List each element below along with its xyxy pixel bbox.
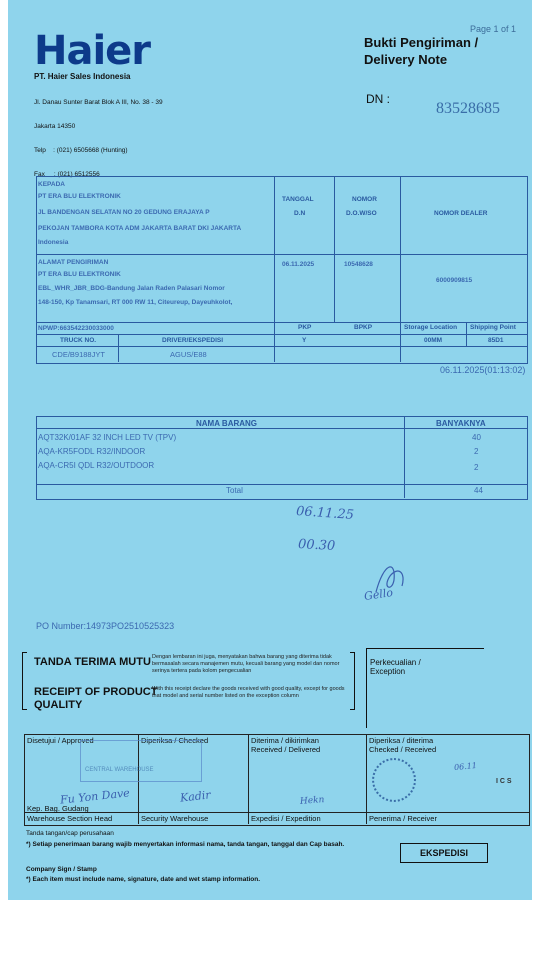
approved-signature: Fu Yon Dave (59, 786, 131, 807)
divider (36, 322, 527, 323)
tanggal-sub: D.N (294, 210, 306, 217)
tanda-terima-mutu: TANDA TERIMA MUTU (34, 656, 151, 668)
item-name: AQA-CR5I QDL R32/OUTDOOR (38, 461, 155, 470)
warehouse-stamp (80, 740, 202, 782)
truck-value: CDE/B9188JYT (52, 350, 105, 359)
divider (36, 254, 527, 255)
divider (274, 322, 275, 362)
delivered-role: Expedisi / Expedition (251, 814, 321, 823)
kepada-label: KEPADA (38, 181, 65, 188)
item-qty: 2 (474, 463, 479, 472)
print-timestamp: 06.11.2025(01:13:02) (440, 365, 526, 375)
approved-title: Kep. Bag. Gudang (27, 804, 89, 813)
address-line: Jakarta 14350 (34, 123, 76, 130)
receipt-title-line: RECEIPT OF PRODUCT (34, 686, 158, 698)
warehouse-stamp-text: CENTRAL WAREHOUSE (85, 767, 154, 773)
item-qty: 40 (472, 433, 481, 442)
total-value: 44 (474, 486, 483, 495)
receiver-role: Penerima / Receiver (369, 814, 437, 823)
tanggal-label: TANGGAL (282, 196, 314, 203)
ekspedisi-box: EKSPEDISI (400, 843, 488, 863)
kepada-line: PEKOJAN TAMBORA KOTA ADM JAKARTA BARAT DKI JAKARTA (38, 225, 242, 232)
divider (404, 416, 405, 498)
total-label: Total (226, 486, 243, 495)
storage-location-value: 00MM (424, 337, 443, 344)
tanda-tangan-label: Tanda tangan/cap perusahaan (26, 830, 114, 837)
divider (248, 734, 249, 824)
alamat-line: 148-150, Kp Tanamsari, RT 000 RW 11, Citeureup, Dayeuhkolot, (38, 299, 233, 306)
alamat-label: ALAMAT PENGIRIMAN (38, 259, 109, 266)
exception-label: Perkecualian / Exception (370, 658, 421, 676)
receipt-text-en: With this receipt declare the goods received with good quality, except for goods that model and serial number listed on the exception column (152, 686, 345, 699)
receipt-of-product-quality (34, 686, 157, 712)
delivered-signature: Hekn (299, 795, 325, 807)
divider (24, 812, 530, 813)
npwp: NPWP:663542230033000 (38, 325, 114, 332)
item-name: AQA-KR5FODL R32/INDOOR (38, 447, 146, 456)
shipping-point-label: Shipping Point (470, 324, 516, 331)
divider (36, 428, 527, 429)
address-line: Jl. Danau Sunter Barat Blok A III, No. 38 - 39 (34, 99, 163, 106)
nomor-sub: D.O.W/SO (346, 210, 377, 217)
checked-signature: Kadir (179, 788, 212, 805)
approved-label: Disetujui / Approved (27, 736, 94, 745)
company-name: PT. Haier Sales Indonesia (34, 72, 131, 81)
divider (36, 346, 527, 347)
divider (118, 334, 119, 362)
company-sign-label: Company Sign / Stamp (26, 866, 97, 873)
title-line-1: Bukti Pengiriman / (364, 35, 479, 50)
truck-label: TRUCK NO. (60, 337, 97, 344)
po-number: PO Number:14973PO2510525323 (36, 621, 175, 631)
ics-stamp: I C S (496, 778, 512, 785)
handwritten-name: Gello (363, 586, 394, 603)
dn-label: DN : (366, 92, 390, 106)
delivered-label: Diterima / dikirimkan Received / Delivered (251, 736, 321, 754)
haier-logo: Haier (34, 28, 151, 74)
divider (36, 484, 527, 485)
divider (366, 648, 484, 649)
tanggal-value: 06.11.2025 (282, 261, 315, 268)
dn-number: 83528685 (436, 100, 500, 117)
document-title (364, 34, 478, 68)
nomor-dealer-label: NOMOR DEALER (434, 210, 488, 217)
handwritten-signature (366, 552, 416, 602)
bpkp-label: BPKP (354, 324, 373, 331)
driver-label: DRIVER/EKSPEDISI (162, 337, 224, 344)
nama-barang-header: NAMA BARANG (196, 419, 258, 428)
footer-note-en: *) Each item must include name, signature, date and wet stamp information. (26, 876, 261, 883)
receiver-date: 06.11 (453, 760, 478, 773)
divider (36, 334, 527, 335)
kepada-line: PT ERA BLU ELEKTRONIK (38, 193, 121, 200)
banyaknya-header: BANYAKNYA (436, 419, 486, 428)
nomor-label: NOMOR (352, 196, 377, 203)
receipt-text-id: Dengan lembaran ini juga, menyatakan bahwa barang yang diterima tidak bermasalah secara manajemen mutu, kecuali barang yang model dan nomor serinya tertera pada kolom pengecualian (152, 654, 340, 674)
kepada-line: JL BANDENGAN SELATAN NO 20 GEDUNG ERAJAYA P (38, 209, 210, 216)
address-line: Fax : (021) 6512556 (34, 171, 100, 178)
kepada-line: Indonesia (38, 239, 69, 246)
item-name: AQT32K/01AF 32 INCH LED TV (TPV) (38, 433, 177, 442)
storage-location-label: Storage Location (404, 324, 458, 331)
driver-value: AGUS/E88 (170, 350, 207, 359)
checked-role: Security Warehouse (141, 814, 209, 823)
receipt-title-line: QUALITY (34, 699, 83, 711)
footer-note-id: *) Setiap penerimaan barang wajib menyertakan informasi nama, tanda tangan, tanggal dan Cap basah. (26, 841, 345, 848)
title-line-2: Delivery Note (364, 52, 448, 67)
divider (366, 734, 367, 824)
checked-label: Diperiksa / Checked (141, 736, 209, 745)
alamat-line: EBL_WHR_JBR_BDG-Bandung Jalan Raden Palasari Nomor (38, 285, 225, 292)
company-address (34, 83, 163, 187)
approved-role: Warehouse Section Head (27, 814, 113, 823)
shipping-point-value: 85D1 (488, 337, 504, 344)
dealer-value: 6000909815 (436, 277, 473, 284)
company-seal-icon (372, 758, 416, 802)
divider (334, 176, 335, 322)
divider (366, 648, 367, 728)
alamat-line: PT ERA BLU ELEKTRONIK (38, 271, 121, 278)
handwritten-time: 00.30 (297, 537, 336, 554)
bracket-left (22, 652, 27, 710)
received-label: Diperiksa / diterima Checked / Received (369, 736, 437, 754)
item-qty: 2 (474, 447, 479, 456)
nomor-value: 10548628 (344, 261, 373, 268)
bracket-right (350, 652, 355, 710)
pkp-value: Y (302, 337, 307, 344)
page-number: Page 1 of 1 (470, 24, 517, 34)
address-line: Telp : (021) 6505668 (Hunting) (34, 147, 128, 154)
pkp-label: PKP (298, 324, 312, 331)
handwritten-date: 06.11.25 (295, 503, 355, 524)
